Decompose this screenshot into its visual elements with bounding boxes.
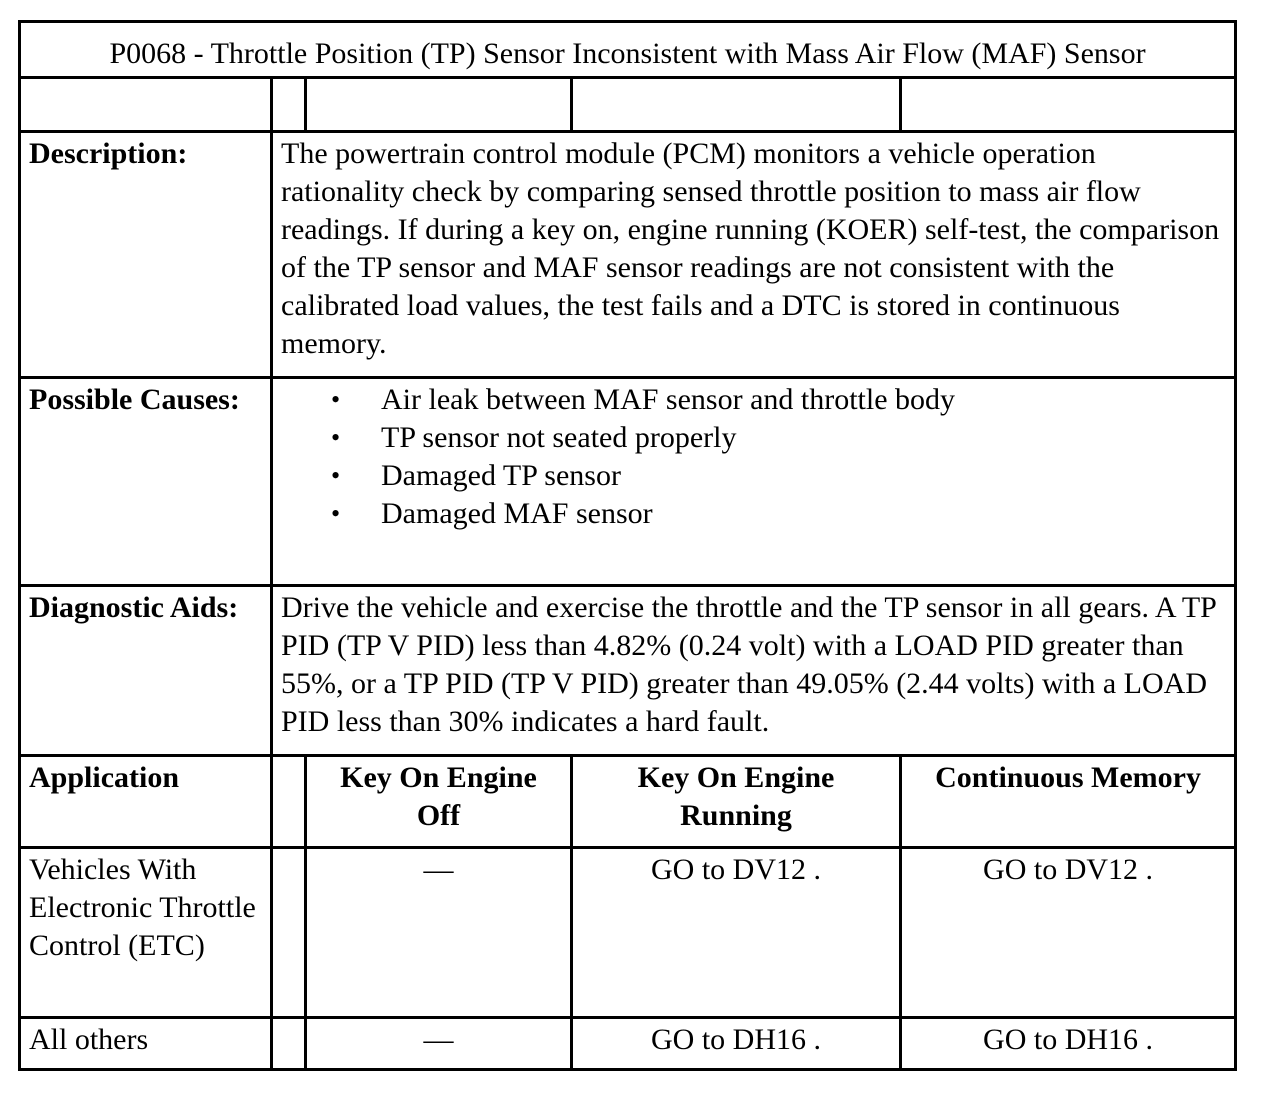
bullet-icon: •: [331, 461, 341, 490]
diagnostic-aids-row: [20, 586, 1236, 756]
bullet-icon: •: [331, 385, 341, 414]
blank-cell: [20, 78, 272, 132]
cause-text: Air leak between MAF sensor and throttle body: [381, 383, 956, 416]
possible-causes-label: Possible Causes:: [20, 378, 272, 586]
koer-cell: GO to DV12 .: [572, 848, 901, 1018]
possible-causes-cell: [272, 378, 1236, 586]
spacer-cell: [272, 1018, 306, 1070]
cause-text: Damaged MAF sensor: [381, 497, 653, 530]
koeo-cell: —: [306, 848, 572, 1018]
dtc-title: P0068 - Throttle Position (TP) Sensor Inconsistent with Mass Air Flow (MAF) Sensor: [20, 22, 1236, 78]
list-item: [331, 495, 1226, 533]
diagnostic-aids-text: Drive the vehicle and exercise the throttle and the TP sensor in all gears. A TP PID (TP V PID) less than 4.82% (0.24 volt) with a LOAD PID greater than 55%, or a TP PID (TP V PID) greater than 49.05% (2.44 volts) with a LOAD PID less than 30% indicates a hard fault.: [272, 586, 1236, 756]
list-item: [331, 419, 1226, 457]
continuous-memory-cell: GO to DV12 .: [901, 848, 1236, 1018]
title-row: [20, 22, 1236, 78]
spacer-cell: [272, 848, 306, 1018]
koeo-cell: —: [306, 1018, 572, 1070]
table-row: [20, 1018, 1236, 1070]
application-header-row: [20, 756, 1236, 848]
possible-causes-list: [281, 381, 1226, 533]
bullet-icon: •: [331, 499, 341, 528]
list-item: [331, 381, 1226, 419]
blank-row: [20, 78, 1236, 132]
description-row: [20, 132, 1236, 378]
diagnostic-aids-label: Diagnostic Aids:: [20, 586, 272, 756]
cause-text: TP sensor not seated properly: [381, 421, 737, 454]
application-header: Application: [20, 756, 272, 848]
list-item: [331, 457, 1226, 495]
blank-cell: [572, 78, 901, 132]
koer-header: Key On Engine Running: [572, 756, 901, 848]
description-label: Description:: [20, 132, 272, 378]
table-row: [20, 848, 1236, 1018]
description-text: The powertrain control module (PCM) monitors a vehicle operation rationality check by comparing sensed throttle position to mass air flow readings. If during a key on, engine running (KOER) self-test, the comparison of the TP sensor and MAF sensor readings are not consistent with the calibrated load values, the test fails and a DTC is stored in continuous memory.: [272, 132, 1236, 378]
spacer-cell: [272, 756, 306, 848]
blank-cell: [901, 78, 1236, 132]
blank-cell: [272, 78, 306, 132]
koer-cell: GO to DH16 .: [572, 1018, 901, 1070]
application-cell: Vehicles With Electronic Throttle Control (ETC): [20, 848, 272, 1018]
cause-text: Damaged TP sensor: [381, 459, 621, 492]
continuous-memory-header: Continuous Memory: [901, 756, 1236, 848]
application-cell: All others: [20, 1018, 272, 1070]
continuous-memory-cell: GO to DH16 .: [901, 1018, 1236, 1070]
dtc-table: [18, 20, 1237, 1071]
blank-cell: [306, 78, 572, 132]
koeo-header: Key On Engine Off: [306, 756, 572, 848]
bullet-icon: •: [331, 423, 341, 452]
possible-causes-row: [20, 378, 1236, 586]
